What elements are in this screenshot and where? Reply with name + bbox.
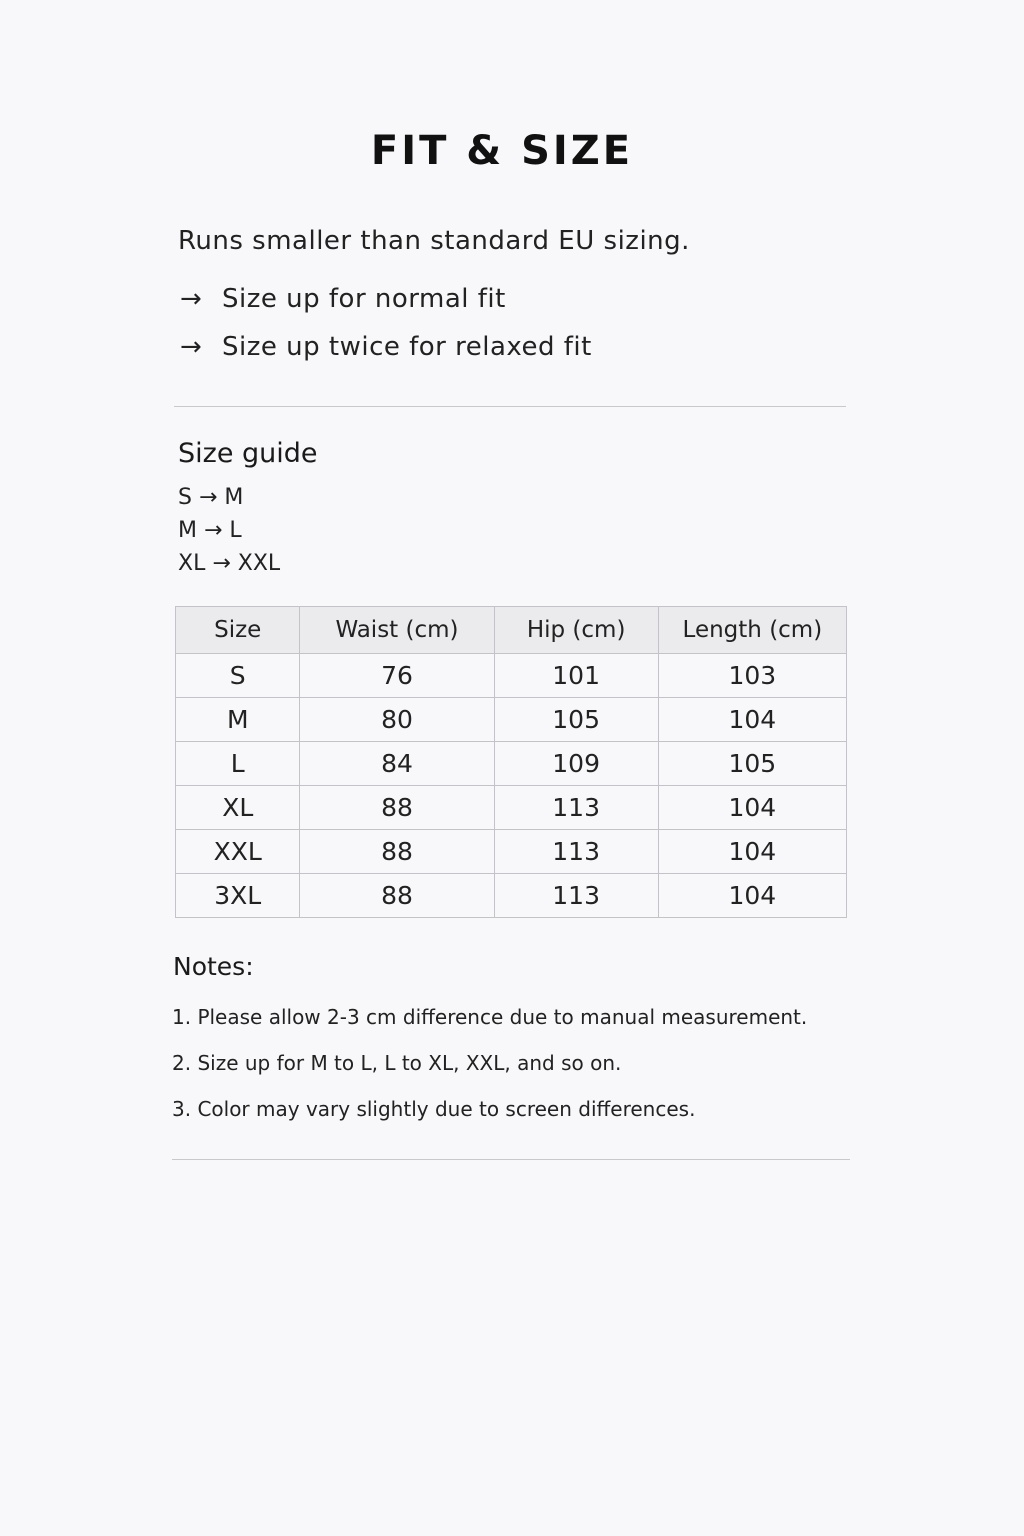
cell-waist: 88 [300, 830, 494, 874]
fit-tip-relaxed [180, 332, 592, 362]
column-header-length: Length (cm) [658, 607, 846, 654]
cell-waist: 88 [300, 786, 494, 830]
fit-tip-text: Size up for normal fit [222, 284, 506, 314]
table-row [176, 874, 847, 918]
cell-hip: 105 [494, 698, 658, 742]
size-guide-line: XL → XXL [178, 551, 281, 576]
table-row [176, 830, 847, 874]
cell-size: M [176, 698, 300, 742]
page-title: FIT & SIZE [370, 128, 634, 174]
table-row [176, 698, 847, 742]
cell-size: S [176, 654, 300, 698]
section-divider [172, 1159, 850, 1160]
cell-hip: 101 [494, 654, 658, 698]
cell-hip: 113 [494, 874, 658, 918]
size-guide-line: M → L [178, 518, 242, 543]
cell-length: 105 [658, 742, 846, 786]
cell-waist: 80 [300, 698, 494, 742]
cell-length: 104 [658, 786, 846, 830]
cell-waist: 88 [300, 874, 494, 918]
cell-length: 103 [658, 654, 846, 698]
section-divider [174, 406, 846, 407]
cell-hip: 113 [494, 830, 658, 874]
cell-size: XXL [176, 830, 300, 874]
column-header-size: Size [176, 607, 300, 654]
note-item: 2. Size up for M to L, L to XL, XXL, and so on. [172, 1051, 622, 1075]
size-table [175, 606, 847, 918]
fit-tip-normal [180, 284, 506, 314]
table-header-row [176, 607, 847, 654]
size-guide-line: S → M [178, 485, 244, 510]
cell-size: XL [176, 786, 300, 830]
cell-size: L [176, 742, 300, 786]
notes-heading: Notes: [173, 952, 254, 981]
cell-waist: 84 [300, 742, 494, 786]
size-guide-heading: Size guide [178, 438, 318, 469]
cell-length: 104 [658, 698, 846, 742]
cell-size: 3XL [176, 874, 300, 918]
cell-waist: 76 [300, 654, 494, 698]
fit-tip-text: Size up twice for relaxed fit [222, 332, 592, 362]
note-item: 1. Please allow 2-3 cm difference due to manual measurement. [172, 1005, 808, 1029]
table-row [176, 786, 847, 830]
fit-summary: Runs smaller than standard EU sizing. [178, 226, 690, 256]
table-row [176, 742, 847, 786]
cell-length: 104 [658, 874, 846, 918]
cell-hip: 113 [494, 786, 658, 830]
arrow-right-icon: → [180, 284, 203, 314]
cell-hip: 109 [494, 742, 658, 786]
cell-length: 104 [658, 830, 846, 874]
arrow-right-icon: → [180, 332, 203, 362]
column-header-waist: Waist (cm) [300, 607, 494, 654]
table-row [176, 654, 847, 698]
note-item: 3. Color may vary slightly due to screen differences. [172, 1097, 696, 1121]
column-header-hip: Hip (cm) [494, 607, 658, 654]
